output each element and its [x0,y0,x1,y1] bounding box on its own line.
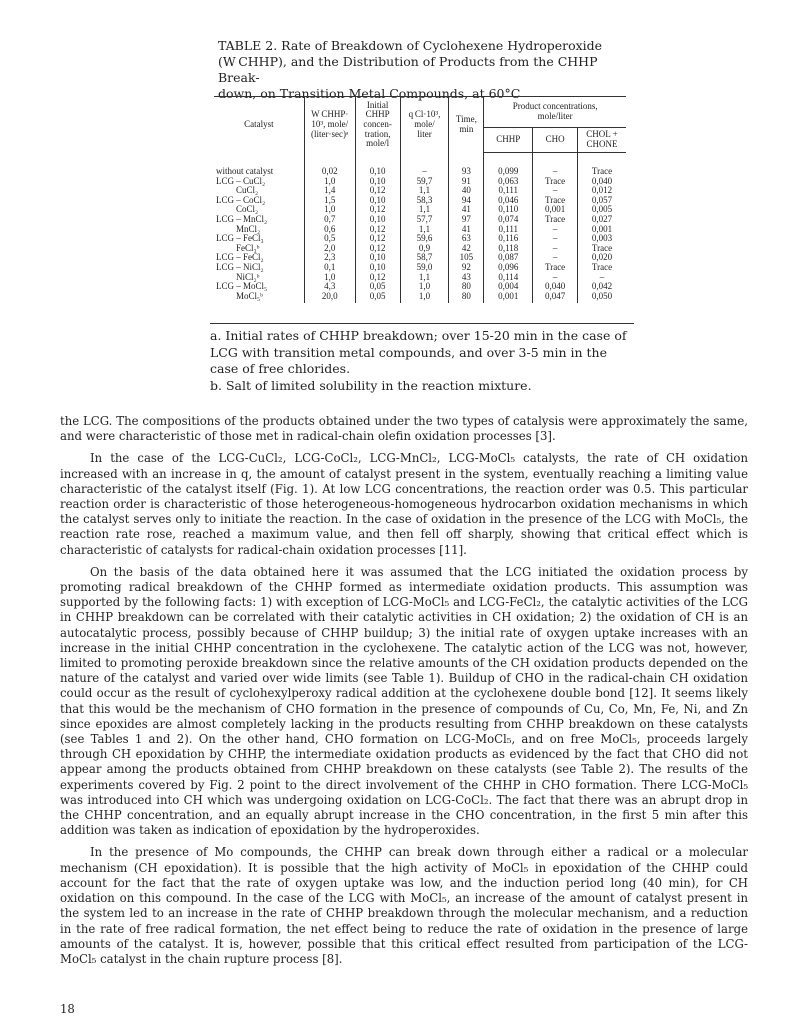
footnote-b: b. Salt of limited solubility in the reaction mixture. [210,377,532,393]
table-row: NiCl₂ᵇ 1,0 0,12 1,1 43 0,114 – – [214,273,626,283]
table-row: LCG – FeCl₂ 2,3 0,10 58,7 105 0,087 – 0,020 [214,253,626,263]
table-row: CuCl₂ 1,4 0,12 1,1 40 0,111 – 0,012 [214,186,626,196]
footnote-a: a. Initial rates of CHHP breakdown; over 15-20 min in the case of LCG with transition metal compounds, and over 3-5 min in the case of free chlorides. [210,328,627,376]
paragraph: In the presence of Mo compounds, the CHHP can break down through either a radical or a molecular mechanism (CH epoxidation). It is possible that the high activity of MoCl₅ in epoxidation of the CHHP could account for the fact that the rate of oxygen uptake was low, and the induction period long (40 min), for CH oxidation on this compound. In the case of the LCG with MoCl₅, an increase of the amount of catalyst present in the system led to an increase in the rate of CHHP breakdown through the molecular mechanism, and a reduction in the rate of free radical formation, the net effect being to reduce the rate of oxidation in the presence of large amounts of the catalyst. It is, however, possible that this critical effect resulted from participation of the LCG-MoCl₅ catalyst in the chain rupture process [8]. [60,845,748,966]
header-product-concentrations: Product concentrations, mole/liter [484,97,626,128]
paragraph: In the case of the LCG-CuCl₂, LCG-CoCl₂, LCG-MnCl₂, LCG-MoCl₅ catalysts, the rate of CH oxidation increased with an increase in q, the amount of catalyst present in the system, eventually reaching a limiting value characteristic of the catalyst itself (Fig. 1). At low LCG concentrations, the reaction order was 0.5. This particular reaction order is characteristic of those heterogeneous-homogeneous hydrocarbon oxidation mechanisms in which the catalyst serves only to initiate the reaction. In the case of oxidation in the presence of the LCG with MoCl₅, the reaction rate rose, reached a maximum value, and then fell off sharply, showing that critical effect which is characteristic of catalysts for radical-chain oxidation processes [11]. [60,451,748,557]
header-chol-chone: CHOL + CHONE [578,128,626,153]
header-catalyst: Catalyst [214,97,304,153]
table-row: MnCl₂ 0,6 0,12 1,1 41 0,111 – 0,001 [214,225,626,235]
table-row: LCG – CoCl₂ 1,5 0,10 58,3 94 0,046 Trace 0,057 [214,196,626,206]
header-cho: CHO [533,128,578,153]
paragraph: On the basis of the data obtained here it was assumed that the LCG initiated the oxidation process by promoting radical breakdown of the CHHP formed as intermediate oxidation products. This assumption was supported by the following facts: 1) with exception of LCG-MoCl₅ and LCG-FeCl₂, the catalytic activities of the LCG in CHHP breakdown can be correlated with their catalytic activities in CH oxidation; 2) the oxidation of CH is an autocatalytic process, possibly because of CHHP buildup; 3) the initial rate of oxygen uptake increases with an increase in the initial CHHP concentration in the cyclohexene. The catalytic action of the LCG was not, however, limited to promoting peroxide breakdown since the relative amounts of the CH oxidation products depended on the nature of the catalyst and varied over wide limits (see Table 1). Buildup of CHO in the radical-chain CH oxidation could occur as the result of cyclohexylperoxy radical addition at the cyclohexene double bond [12]. It seems likely that this would be the mechanism of CHO formation in the presence of compounds of Cu, Co, Mn, Fe, Ni, and Zn since epoxides are almost completely lacking in the products resulting from CHHP breakdown on these catalysts (see Tables 1 and 2). On the other hand, CHO formation on LCG-MoCl₅, and on free MoCl₅, proceeds largely through CH epoxidation by CHHP, the intermediate oxidation products as evidenced by the fact that CHO did not appear among the products obtained from CHHP breakdown on these catalysts (see Table 2). The results of the experiments covered by Fig. 2 point to the direct involvement of the CHHP in CHO formation. There LCG-MoCl₅ was introduced into CH which was undergoing oxidation on LCG-CoCl₂. The fact that there was an abrupt drop in the CHHP concentration, and an equally abrupt increase in the CHO concentration, in the first 5 min after this addition was taken as indication of epoxidation by the hydroperoxides. [60,564,748,838]
page-number: 18 [60,1002,75,1016]
header-time: Time, min [449,97,484,153]
table-row: LCG – FeCl₃ 0,5 0,12 59,6 63 0,116 – 0,003 [214,234,626,244]
caption-line-3: down, on Transition Metal Compounds, at 60°C [218,86,521,101]
table-row: LCG – MnCl₂ 0,7 0,10 57,7 97 0,074 Trace 0,027 [214,215,626,225]
table-row: LCG – MoCl₅ 4,3 0,05 1,0 80 0,004 0,040 0,042 [214,282,626,292]
caption-line-2: (W CHHP), and the Distribution of Products from the CHHP Break- [218,54,598,85]
paragraph: the LCG. The compositions of the products obtained under the two types of catalysis were approximately the same, and were characteristic of those met in radical-chain olefin oxidation processes [3]. [60,414,748,444]
table-row: LCG – CuCl₂ 1,0 0,10 59,7 91 0,063 Trace 0,040 [214,177,626,187]
header-w-chhp: W CHHP· 10³, mole/ (liter·sec)ᵃ [304,97,355,153]
table-footnotes [210,323,634,394]
table-body [214,153,626,304]
caption-line-1: TABLE 2. Rate of Breakdown of Cyclohexene Hydroperoxide [218,38,603,53]
header-q-cl: q Cl·10³, mole/ liter [400,97,449,153]
table-row: CoCl₂ 1,0 0,12 1,1 41 0,110 0,001 0,005 [214,205,626,215]
table-caption [218,38,638,102]
data-table [214,96,626,303]
table-row: FeCl₃ᵇ 2,0 0,12 0,9 42 0,118 – Trace [214,244,626,254]
table-row: LCG – NiCl₂ 0,1 0,10 59,0 92 0,096 Trace Trace [214,263,626,273]
header-initial-chhp: Initial CHHP concen- tration, mole/l [355,97,400,153]
body-text [60,414,748,974]
table-row: without catalyst 0,02 0,10 – 93 0,099 – Trace [214,153,626,177]
table-row: MoCl₅ᵇ 20,0 0,05 1,0 80 0,001 0,047 0,050 [214,292,626,304]
header-chhp: CHHP [484,128,533,153]
